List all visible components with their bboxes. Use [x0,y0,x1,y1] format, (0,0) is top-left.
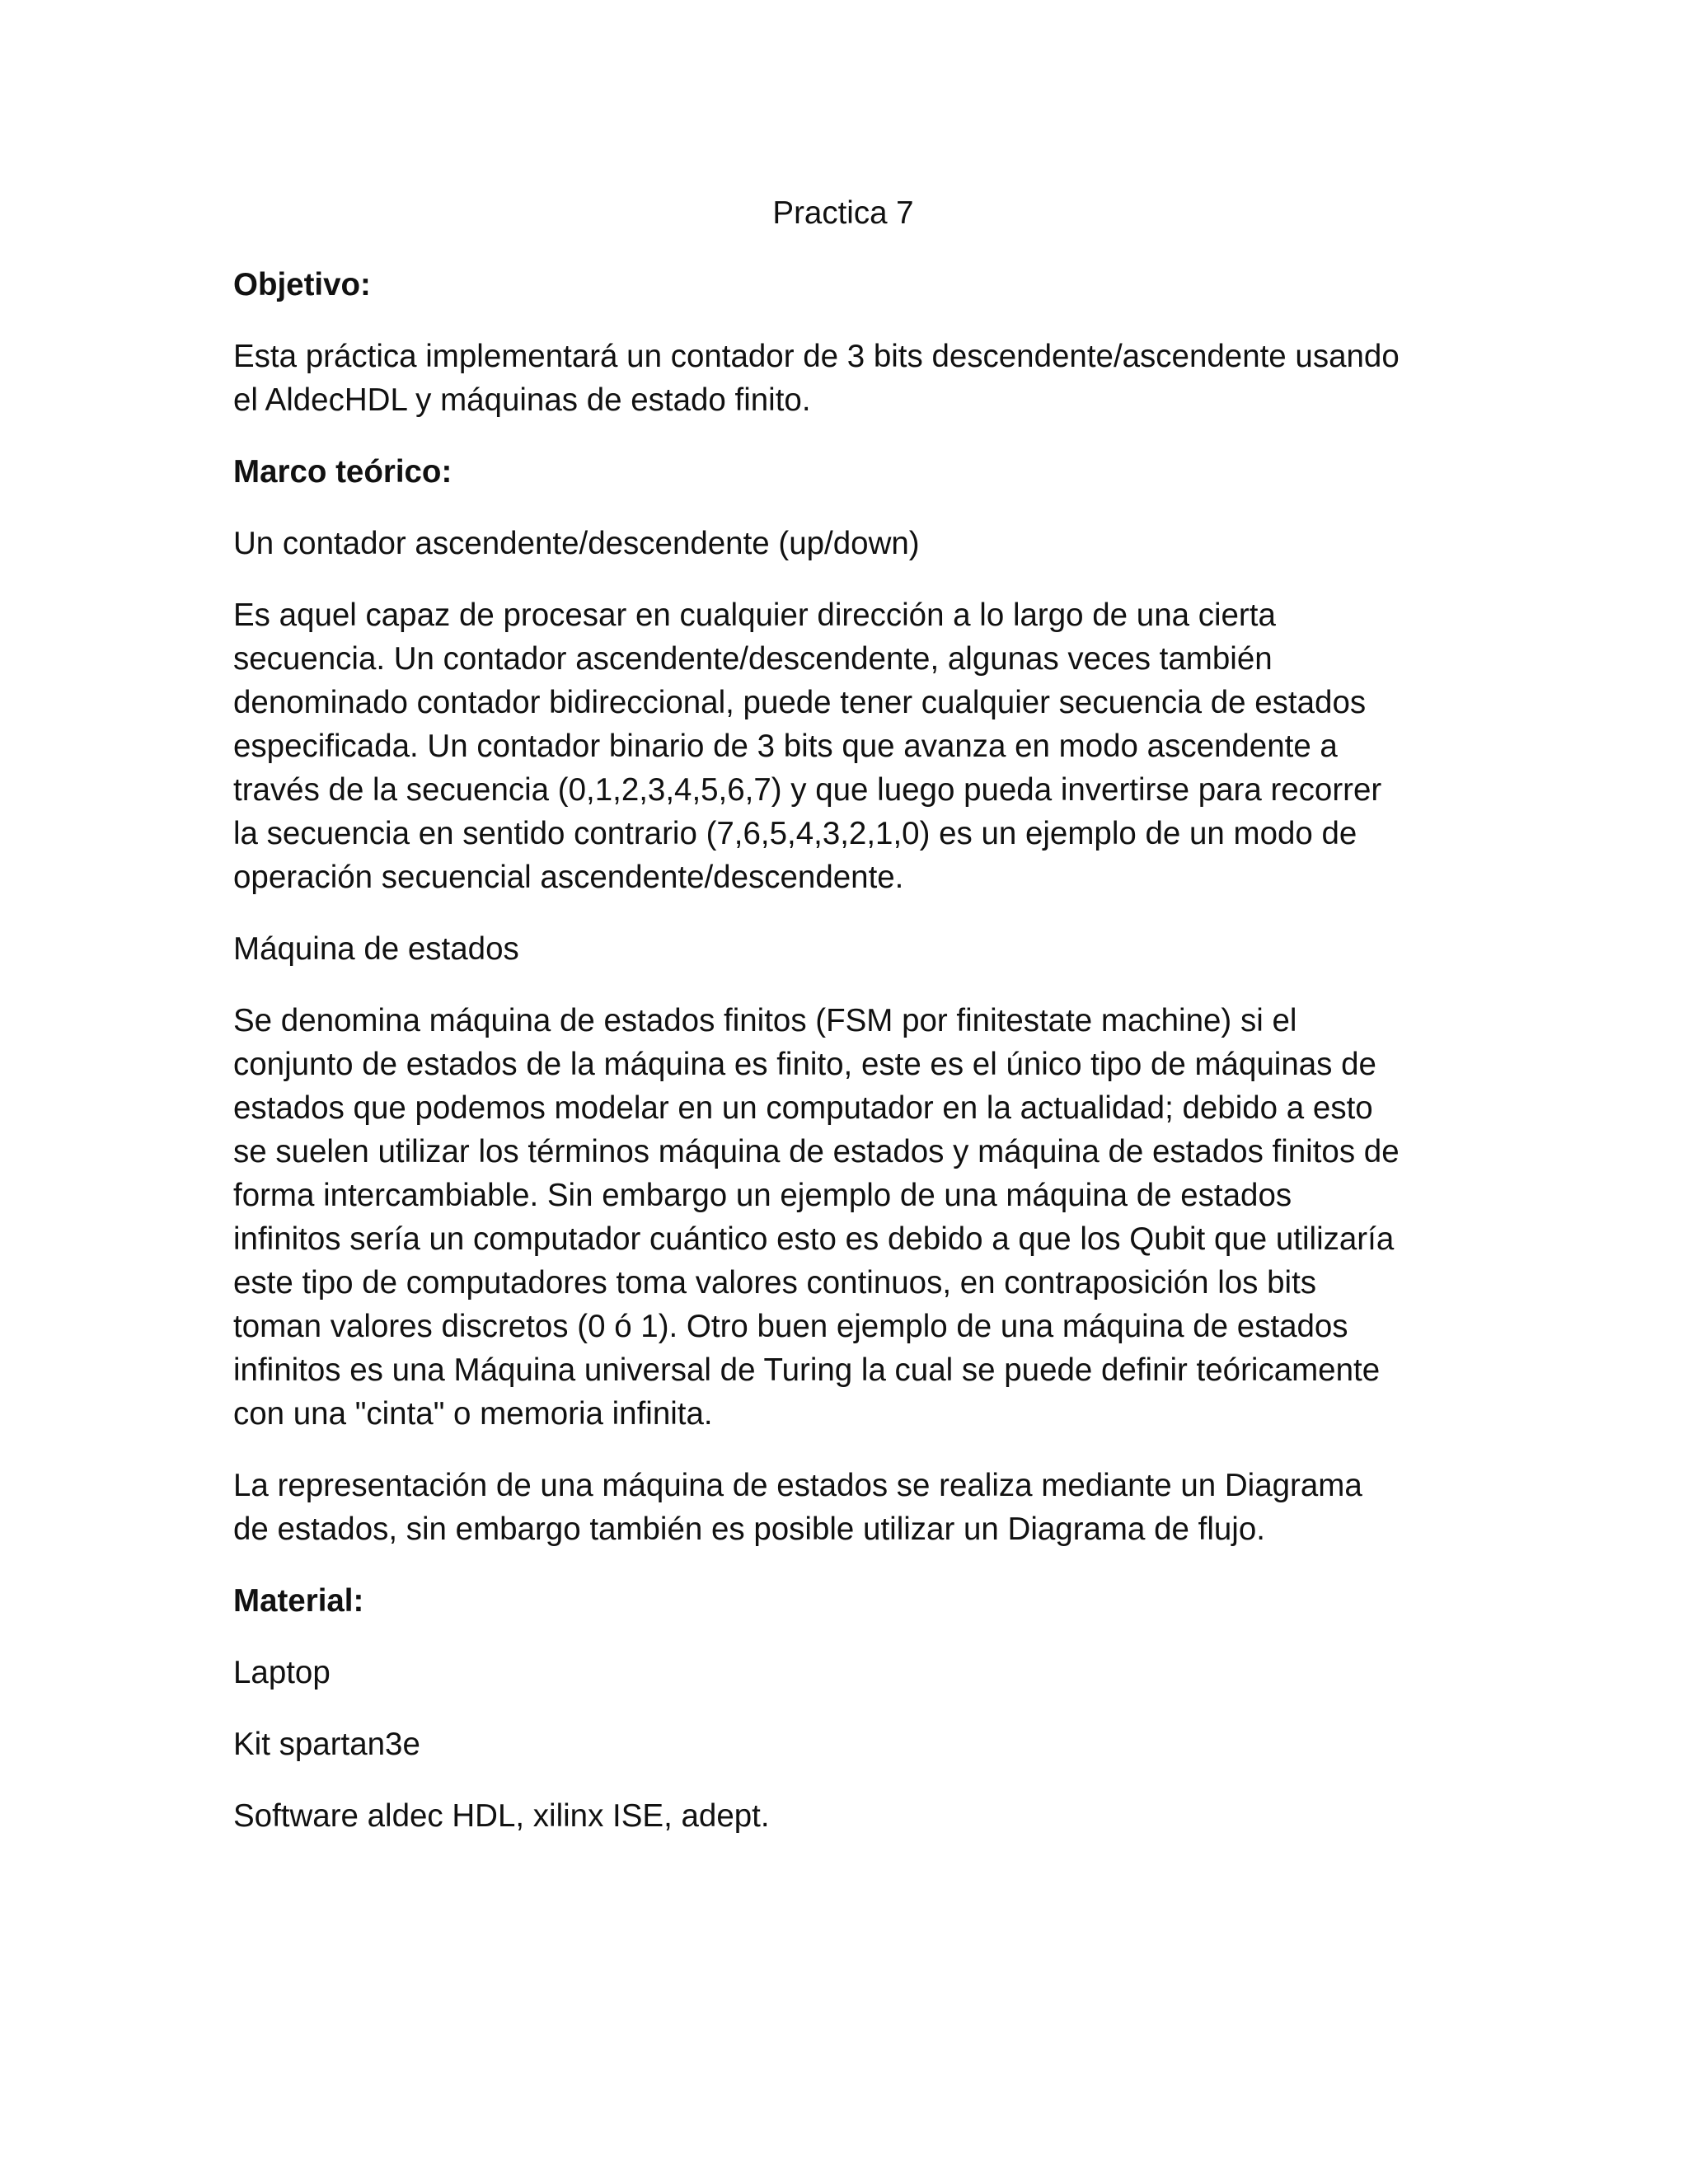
maquina-line-2: conjunto de estados de la máquina es finito, este es el único tipo de máquinas de [233,1047,1376,1082]
maquina-line-1: Se denomina máquina de estados finitos (FSM por finitestate machine) si el [233,1003,1297,1038]
material-item-kit: Kit spartan3e [233,1727,420,1762]
marco-teorico-heading: Marco teórico: [233,454,452,490]
material-item-software: Software aldec HDL, xilinx ISE, adept. [233,1798,770,1834]
document-page [233,191,1453,1866]
contador-line-4: especificada. Un contador binario de 3 bits que avanza en modo ascendente a [233,729,1338,764]
maquina-paragraph [233,999,1453,1436]
contador-paragraph [233,593,1453,899]
maquina-line-5: forma intercambiable. Sin embargo un ejemplo de una máquina de estados [233,1178,1292,1213]
contador-subheading: Un contador ascendente/descendente (up/down) [233,526,920,561]
maquina-line-3: estados que podemos modelar en un computador en la actualidad; debido a esto [233,1090,1373,1126]
contador-line-2: secuencia. Un contador ascendente/descendente, algunas veces también [233,641,1273,677]
material-item-laptop: Laptop [233,1655,331,1690]
contador-line-3: denominado contador bidireccional, puede tener cualquier secuencia de estados [233,685,1367,720]
objetivo-line-2: el AldecHDL y máquinas de estado finito. [233,382,811,418]
maquina-subheading: Máquina de estados [233,931,519,967]
contador-line-7: operación secuencial ascendente/descendente. [233,860,904,895]
representacion-paragraph [233,1464,1453,1551]
page-title: Practica 7 [772,195,914,231]
maquina-line-4: se suelen utilizar los términos máquina de estados y máquina de estados finitos de [233,1134,1400,1169]
contador-line-6: la secuencia en sentido contrario (7,6,5,4,3,2,1,0) es un ejemplo de un modo de [233,816,1357,851]
objetivo-paragraph [233,335,1453,422]
maquina-line-8: toman valores discretos (0 ó 1). Otro buen ejemplo de una máquina de estados [233,1309,1348,1344]
maquina-line-6: infinitos sería un computador cuántico esto es debido a que los Qubit que utilizaría [233,1221,1395,1257]
representacion-line-1: La representación de una máquina de estados se realiza mediante un Diagrama [233,1468,1362,1503]
objetivo-heading: Objetivo: [233,267,371,302]
contador-line-5: través de la secuencia (0,1,2,3,4,5,6,7) y que luego pueda invertirse para recorrer [233,772,1382,808]
material-heading: Material: [233,1583,364,1619]
maquina-line-10: con una "cinta" o memoria infinita. [233,1396,713,1432]
representacion-line-2: de estados, sin embargo también es posible utilizar un Diagrama de flujo. [233,1511,1265,1547]
maquina-line-7: este tipo de computadores toma valores continuos, en contraposición los bits [233,1265,1317,1301]
contador-line-1: Es aquel capaz de procesar en cualquier dirección a lo largo de una cierta [233,598,1276,633]
objetivo-line-1: Esta práctica implementará un contador de 3 bits descendente/ascendente usando [233,339,1400,374]
maquina-line-9: infinitos es una Máquina universal de Turing la cual se puede definir teóricamente [233,1352,1381,1388]
